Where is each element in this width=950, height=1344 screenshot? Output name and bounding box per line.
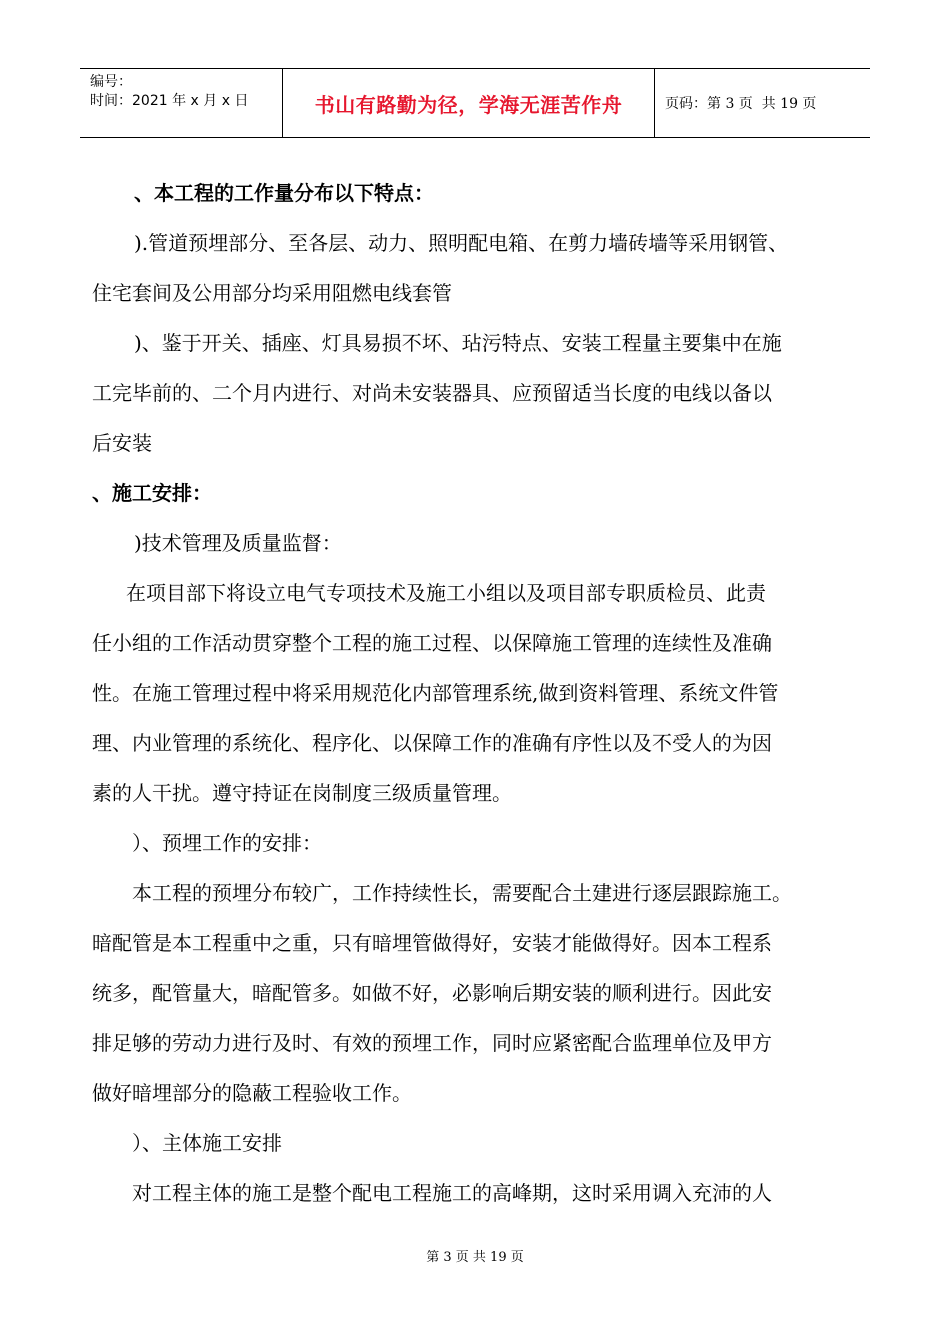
paragraph-line: 住宅套间及公用部分均采用阻燃电线套管 bbox=[92, 281, 452, 305]
subsection-heading: )技术管理及质量监督： bbox=[134, 531, 342, 555]
paragraph-line: 后安装 bbox=[92, 431, 152, 455]
header-meta bbox=[80, 69, 282, 137]
section-heading: 、本工程的工作量分布以下特点： bbox=[134, 181, 434, 205]
paragraph-line: )、鉴于开关、插座、灯具易损不坏、玷污特点、安装工程量主要集中在施 bbox=[134, 331, 782, 355]
paragraph-line: 工完毕前的、二个月内进行、对尚未安装器具、应预留适当长度的电线以备以 bbox=[92, 381, 772, 405]
paragraph-line: 排足够的劳动力进行及时、有效的预埋工作，同时应紧密配合监理单位及甲方 bbox=[92, 1031, 772, 1055]
paragraph-line: 暗配管是本工程重中之重，只有暗埋管做得好，安装才能做得好。因本工程系 bbox=[92, 931, 772, 955]
paragraph-line: 本工程的预埋分布较广，工作持续性长，需要配合土建进行逐层跟踪施工。 bbox=[132, 881, 792, 905]
paragraph-line: 性。在施工管理过程中将采用规范化内部管理系统,做到资料管理、系统文件管 bbox=[92, 681, 779, 705]
subsection-heading: ）、主体施工安排 bbox=[132, 1131, 282, 1155]
paragraph-line: 在项目部下将设立电气专项技术及施工小组以及项目部专职质检员、此责 bbox=[126, 581, 766, 605]
page-footer: 第 3 页 共 19 页 bbox=[426, 1250, 524, 1265]
paragraph-line: ).管道预埋部分、至各层、动力、照明配电箱、在剪力墙砖墙等采用钢管、 bbox=[134, 231, 789, 255]
paragraph-line: 素的人干扰。遵守持证在岗制度三级质量管理。 bbox=[92, 781, 512, 805]
paragraph-line: 统多，配管量大，暗配管多。如做不好，必影响后期安装的顺利进行。因此安 bbox=[92, 981, 772, 1005]
document-body bbox=[92, 168, 872, 1218]
paragraph-line: 理、内业管理的系统化、程序化、以保障工作的准确有序性以及不受人的为因 bbox=[92, 731, 772, 755]
paragraph-line: 任小组的工作活动贯穿整个工程的施工过程、以保障施工管理的连续性及准确 bbox=[92, 631, 772, 655]
paragraph-line: 做好暗埋部分的隐蔽工程验收工作。 bbox=[92, 1081, 412, 1105]
header-motto: 书山有路勤为径，学海无涯苦作舟 bbox=[282, 69, 655, 137]
subsection-heading: ）、预埋工作的安排： bbox=[132, 831, 322, 855]
paragraph-line: 对工程主体的施工是整个配电工程施工的高峰期，这时采用调入充沛的人 bbox=[132, 1181, 772, 1205]
document-number-label: 编号： bbox=[90, 74, 132, 90]
section-heading: 、施工安排： bbox=[92, 481, 212, 505]
document-date: 时间：2021 年 x 月 x 日 bbox=[90, 93, 249, 109]
header-page-info: 页码：第 3 页 共 19 页 bbox=[665, 96, 817, 112]
page-header bbox=[80, 68, 870, 138]
